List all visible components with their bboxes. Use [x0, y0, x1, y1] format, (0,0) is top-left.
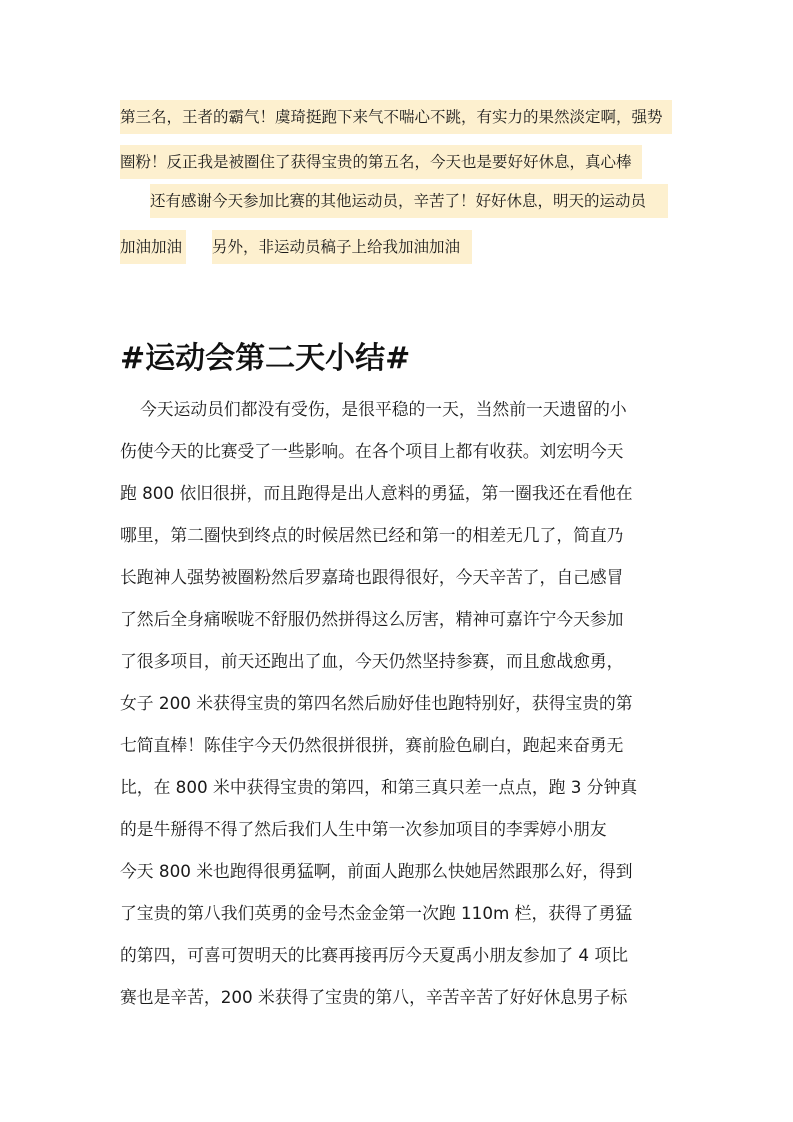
paragraph-line: 了然后全身痛喉咙不舒服仍然拼得这么厉害，精神可嘉许宁今天参加 — [120, 609, 624, 629]
paragraph-line: 七简直棒！陈佳宇今天仍然很拼很拼，赛前脸色刷白，跑起来奋勇无 — [120, 735, 624, 755]
section-heading: #运动会第二天小结# — [120, 341, 411, 376]
paragraph-line: 的第四，可喜可贺明天的比赛再接再厉今天夏禹小朋友参加了 4 项比 — [120, 945, 629, 965]
paragraph-line: 今天运动员们都没有受伤，是很平稳的一天，当然前一天遗留的小 — [140, 399, 627, 419]
paragraph-line: 长跑神人强势被圈粉然后罗嘉琦也跟得很好，今天辛苦了，自己感冒 — [120, 567, 624, 587]
paragraph-line: 比，在 800 米中获得宝贵的第四，和第三真只差一点点，跑 3 分钟真 — [120, 777, 638, 797]
highlighted-text-line: 还有感谢今天参加比赛的其他运动员，辛苦了！好好休息，明天的运动员 — [150, 184, 668, 218]
paragraph-line: 的是牛掰得不得了然后我们人生中第一次参加项目的李霁婷小朋友 — [120, 819, 607, 839]
paragraph-line: 伤使今天的比赛受了一些影响。在各个项目上都有收获。刘宏明今天 — [120, 441, 624, 461]
paragraph-line: 跑 800 依旧很拼，而且跑得是出人意料的勇猛，第一圈我还在看他在 — [120, 483, 633, 503]
paragraph-line: 今天 800 米也跑得很勇猛啊，前面人跑那么快她居然跟那么好，得到 — [120, 861, 633, 881]
highlighted-text-fragment: 另外，非运动员稿子上给我加油加油 — [212, 230, 472, 264]
paragraph-line: 了很多项目，前天还跑出了血，今天仍然坚持参赛，而且愈战愈勇， — [120, 651, 624, 671]
paragraph-line: 赛也是辛苦，200 米获得了宝贵的第八，辛苦辛苦了好好休息男子标 — [120, 987, 628, 1007]
paragraph-line: 了宝贵的第八我们英勇的金号杰金金第一次跑 110m 栏，获得了勇猛 — [120, 903, 633, 923]
highlighted-text-line: 第三名，王者的霸气！虞琦挺跑下来气不喘心不跳，有实力的果然淡定啊，强势 — [120, 100, 672, 134]
highlighted-text-line: 圈粉！反正我是被圈住了获得宝贵的第五名，今天也是要好好休息，真心棒 — [120, 145, 642, 179]
paragraph-line: 哪里，第二圈快到终点的时候居然已经和第一的相差无几了，简直乃 — [120, 525, 624, 545]
paragraph-line: 女子 200 米获得宝贵的第四名然后励妤佳也跑特别好，获得宝贵的第 — [120, 693, 633, 713]
highlighted-text-fragment: 加油加油 — [120, 230, 186, 264]
